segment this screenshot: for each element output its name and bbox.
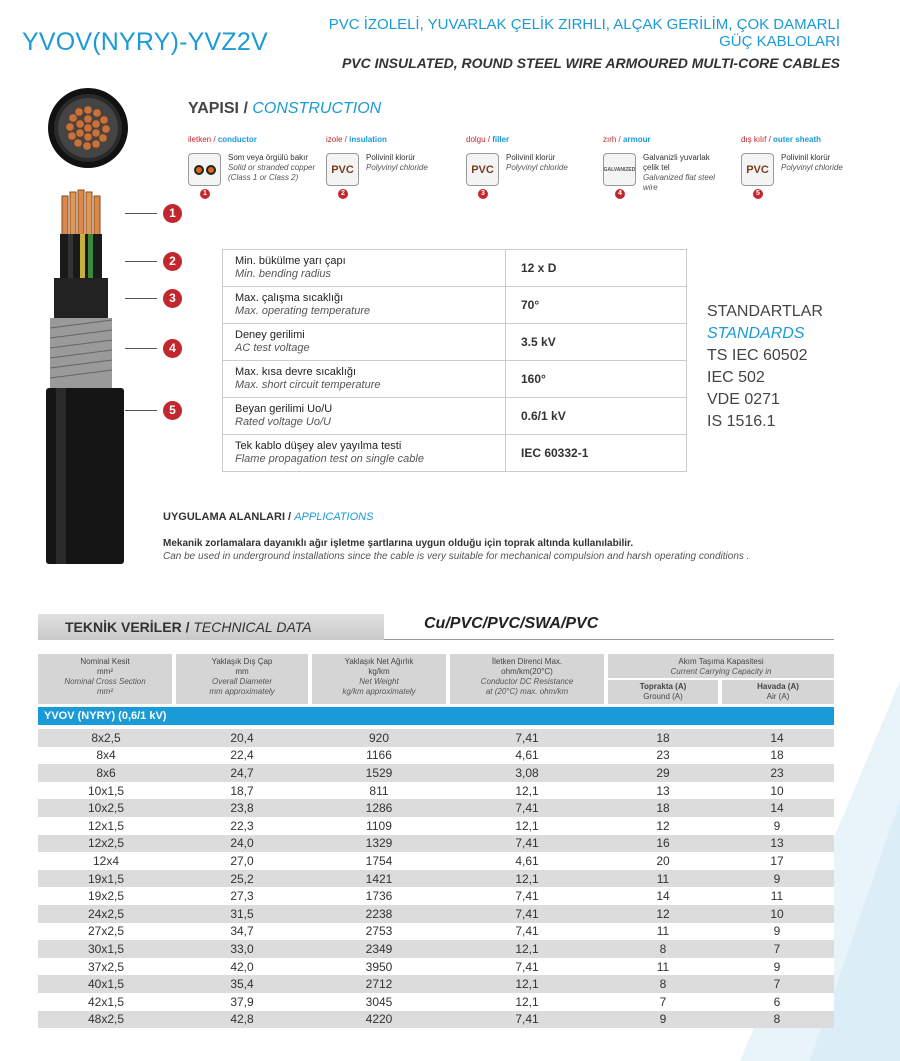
- table-cell: 27,3: [174, 887, 310, 905]
- header-air: Havada (A) Air (A): [722, 680, 834, 704]
- table-cell: 1329: [310, 835, 448, 853]
- table-row: [38, 817, 834, 835]
- table-cell: 19x2,5: [38, 887, 174, 905]
- table-cell: 12x4: [38, 852, 174, 870]
- table-cell: 48x2,5: [38, 1011, 174, 1029]
- component-insulation: izole / insulation PVC Polivinil klorür Polyvinyl chloride 2: [326, 135, 428, 197]
- header-net-weight: Yaklaşık Net Ağırlık kg/km Net Weight kg/km approximately: [312, 654, 446, 704]
- table-cell: 30x1,5: [38, 940, 174, 958]
- table-cell: 8x2,5: [38, 729, 174, 747]
- table-cell: 12,1: [448, 975, 606, 993]
- table-cell: 12: [606, 817, 720, 835]
- table-cell: 24x2,5: [38, 905, 174, 923]
- property-row: Deney gerilimi AC test voltage 3.5 kV: [223, 324, 687, 361]
- standards-block: STANDARTLAR STANDARDS TS IEC 60502 IEC 502 VDE 0271 IS 1516.1: [707, 301, 823, 433]
- table-cell: 4,61: [448, 852, 606, 870]
- table-cell: 12,1: [448, 782, 606, 800]
- applications-title: UYGULAMA ALANLARI / APPLICATIONS: [163, 511, 374, 523]
- component-armour: zırh / armour GALVANIZED Galvanizli yuvarlak çelik tel Galvanized flat steel wire 4: [603, 135, 716, 197]
- table-row: [38, 782, 834, 800]
- table-cell: 7,41: [448, 958, 606, 976]
- table-cell: 11: [606, 923, 720, 941]
- table-cell: 19x1,5: [38, 870, 174, 888]
- table-cell: 1109: [310, 817, 448, 835]
- table-cell: 7,41: [448, 1011, 606, 1029]
- table-cell: 18: [606, 729, 720, 747]
- table-row: [38, 905, 834, 923]
- table-cell: 1529: [310, 764, 448, 782]
- marker-3: 3: [163, 289, 182, 308]
- table-cell: 34,7: [174, 923, 310, 941]
- table-cell: 35,4: [174, 975, 310, 993]
- table-cell: 8: [720, 1011, 834, 1029]
- table-cell: 9: [720, 958, 834, 976]
- header-current-capacity: Akım Taşıma Kapasitesi Current Carrying Capacity in: [608, 654, 834, 678]
- marker-2: 2: [163, 252, 182, 271]
- table-cell: 12x1,5: [38, 817, 174, 835]
- marker-4: 4: [163, 339, 182, 358]
- table-cell: 920: [310, 729, 448, 747]
- table-cell: 7,41: [448, 835, 606, 853]
- standard-item: VDE 0271: [707, 391, 780, 408]
- component-filler: dolgu / filler PVC Polivinil klorür Polyvinyl chloride 3: [466, 135, 568, 197]
- table-cell: 22,4: [174, 747, 310, 765]
- table-cell: 7,41: [448, 905, 606, 923]
- table-cell: 4,61: [448, 747, 606, 765]
- table-cell: 27x2,5: [38, 923, 174, 941]
- table-cell: 10x1,5: [38, 782, 174, 800]
- properties-table: [222, 249, 687, 472]
- table-cell: 811: [310, 782, 448, 800]
- table-row: [38, 835, 834, 853]
- table-cell: 42,0: [174, 958, 310, 976]
- header-ground: Toprakta (A) Ground (A): [608, 680, 718, 704]
- cable-side-image: [40, 188, 130, 564]
- table-cell: 7,41: [448, 923, 606, 941]
- table-cell: 1736: [310, 887, 448, 905]
- table-cell: 40x1,5: [38, 975, 174, 993]
- table-row: [38, 940, 834, 958]
- table-cell: 11: [720, 887, 834, 905]
- standard-item: IS 1516.1: [707, 413, 776, 430]
- header-dc-resistance: İletken Direnci Max. ohm/km(20°C) Conductor DC Resistance at (20°C) max. ohm/km: [450, 654, 604, 704]
- cable-group-bar: YVOV (NYRY) (0,6/1 kV): [38, 707, 834, 725]
- title-english: PVC INSULATED, ROUND STEEL WIRE ARMOURED MULTI-CORE CABLES: [341, 55, 840, 71]
- table-cell: 24,7: [174, 764, 310, 782]
- technical-data-heading: TEKNİK VERİLER / TECHNICAL DATA Cu/PVC/PVC/SWA/PVC: [38, 610, 834, 640]
- table-cell: 18: [606, 799, 720, 817]
- table-cell: 1421: [310, 870, 448, 888]
- standard-item: TS IEC 60502: [707, 347, 808, 364]
- table-cell: 2712: [310, 975, 448, 993]
- property-row: Min. bükülme yarı çapı Min. bending radius 12 x D: [223, 250, 687, 287]
- table-cell: 42x1,5: [38, 993, 174, 1011]
- title-turkish: PVC İZOLELİ, YUVARLAK ÇELİK ZIRHLI, ALÇAK GERİLİM, ÇOK DAMARLI GÜÇ KABLOLARI: [328, 16, 840, 50]
- table-cell: 27,0: [174, 852, 310, 870]
- table-cell: 22,3: [174, 817, 310, 835]
- table-row: [38, 747, 834, 765]
- table-cell: 6: [720, 993, 834, 1011]
- table-cell: 7,41: [448, 729, 606, 747]
- table-row: [38, 764, 834, 782]
- technical-data-table: [38, 729, 834, 1028]
- table-cell: 7: [606, 993, 720, 1011]
- table-cell: 9: [720, 870, 834, 888]
- table-cell: 9: [606, 1011, 720, 1029]
- table-cell: 9: [720, 923, 834, 941]
- cable-cross-section-image: [47, 87, 129, 169]
- table-row: [38, 852, 834, 870]
- table-row: [38, 993, 834, 1011]
- table-cell: 20,4: [174, 729, 310, 747]
- table-cell: 37x2,5: [38, 958, 174, 976]
- table-cell: 4220: [310, 1011, 448, 1029]
- table-cell: 14: [720, 729, 834, 747]
- construction-title: YAPISI / CONSTRUCTION: [188, 100, 382, 117]
- table-cell: 3950: [310, 958, 448, 976]
- table-cell: 10: [720, 905, 834, 923]
- table-cell: 11: [606, 870, 720, 888]
- table-row: [38, 870, 834, 888]
- table-cell: 11: [606, 958, 720, 976]
- property-row: Max. çalışma sıcaklığı Max. operating temperature 70°: [223, 287, 687, 324]
- table-cell: 12,1: [448, 940, 606, 958]
- cable-structure-code: Cu/PVC/PVC/SWA/PVC: [424, 615, 599, 632]
- table-cell: 12,1: [448, 870, 606, 888]
- table-cell: 2753: [310, 923, 448, 941]
- table-cell: 8: [606, 940, 720, 958]
- component-outer-sheath: dış kılıf / outer sheath PVC Polivinil klorür Polyvinyl chloride 5: [741, 135, 843, 197]
- table-cell: 37,9: [174, 993, 310, 1011]
- table-cell: 16: [606, 835, 720, 853]
- table-cell: 3,08: [448, 764, 606, 782]
- table-cell: 7,41: [448, 799, 606, 817]
- header-overall-diameter: Yaklaşık Dış Çap mm Overall Diameter mm approximately: [176, 654, 308, 704]
- table-cell: 23: [720, 764, 834, 782]
- marker-5: 5: [163, 401, 182, 420]
- table-cell: 23: [606, 747, 720, 765]
- property-row: Tek kablo düşey alev yayılma testi Flame propagation test on single cable IEC 60332-1: [223, 435, 687, 472]
- table-cell: 31,5: [174, 905, 310, 923]
- table-cell: 1166: [310, 747, 448, 765]
- table-cell: 7: [720, 975, 834, 993]
- header-cross-section: Nominal Kesit mm² Nominal Cross Section mm²: [38, 654, 172, 704]
- table-cell: 10x2,5: [38, 799, 174, 817]
- table-cell: 7: [720, 940, 834, 958]
- table-cell: 9: [720, 817, 834, 835]
- marker-1: 1: [163, 204, 182, 223]
- product-code: YVOV(NYRY)-YVZ2V: [22, 28, 268, 56]
- table-cell: 33,0: [174, 940, 310, 958]
- table-cell: 1754: [310, 852, 448, 870]
- table-cell: 13: [606, 782, 720, 800]
- table-cell: 3045: [310, 993, 448, 1011]
- table-cell: 12: [606, 905, 720, 923]
- galvanized-icon: GALVANIZED: [603, 153, 636, 186]
- table-row: [38, 729, 834, 747]
- applications-text: Mekanik zorlamalara dayanıklı ağır işletme şartlarına uygun olduğu için toprak altında kullanılabilir. Can be used in underground installations since the cable is very suitable for mechanical compulsion and harsh operating conditions .: [163, 538, 750, 562]
- table-cell: 8x4: [38, 747, 174, 765]
- table-cell: 1286: [310, 799, 448, 817]
- property-row: Max. kısa devre sıcaklığı Max. short circuit temperature 160°: [223, 361, 687, 398]
- table-cell: 14: [720, 799, 834, 817]
- table-cell: 42,8: [174, 1011, 310, 1029]
- table-cell: 23,8: [174, 799, 310, 817]
- table-cell: 13: [720, 835, 834, 853]
- table-cell: 29: [606, 764, 720, 782]
- standard-item: IEC 502: [707, 369, 765, 386]
- pvc-icon: PVC: [741, 153, 774, 186]
- table-cell: 17: [720, 852, 834, 870]
- table-cell: 20: [606, 852, 720, 870]
- table-cell: 2238: [310, 905, 448, 923]
- table-cell: 14: [606, 887, 720, 905]
- table-row: [38, 1011, 834, 1029]
- table-cell: 25,2: [174, 870, 310, 888]
- table-row: [38, 923, 834, 941]
- table-cell: 24,0: [174, 835, 310, 853]
- component-conductor: iletken / conductor Som veya örgülü bakır Solid or stranded copper (Class 1 or Class 2) 1: [188, 135, 316, 197]
- conductor-icon: [188, 153, 221, 186]
- table-row: [38, 958, 834, 976]
- table-cell: 18,7: [174, 782, 310, 800]
- table-cell: 12,1: [448, 993, 606, 1011]
- table-row: [38, 975, 834, 993]
- table-cell: 7,41: [448, 887, 606, 905]
- pvc-icon: PVC: [466, 153, 499, 186]
- table-cell: 10: [720, 782, 834, 800]
- table-cell: 2349: [310, 940, 448, 958]
- property-row: Beyan gerilimi Uo/U Rated voltage Uo/U 0.6/1 kV: [223, 398, 687, 435]
- table-cell: 12x2,5: [38, 835, 174, 853]
- table-cell: 8: [606, 975, 720, 993]
- table-cell: 18: [720, 747, 834, 765]
- pvc-icon: PVC: [326, 153, 359, 186]
- table-cell: 8x6: [38, 764, 174, 782]
- table-row: [38, 887, 834, 905]
- table-row: [38, 799, 834, 817]
- table-cell: 12,1: [448, 817, 606, 835]
